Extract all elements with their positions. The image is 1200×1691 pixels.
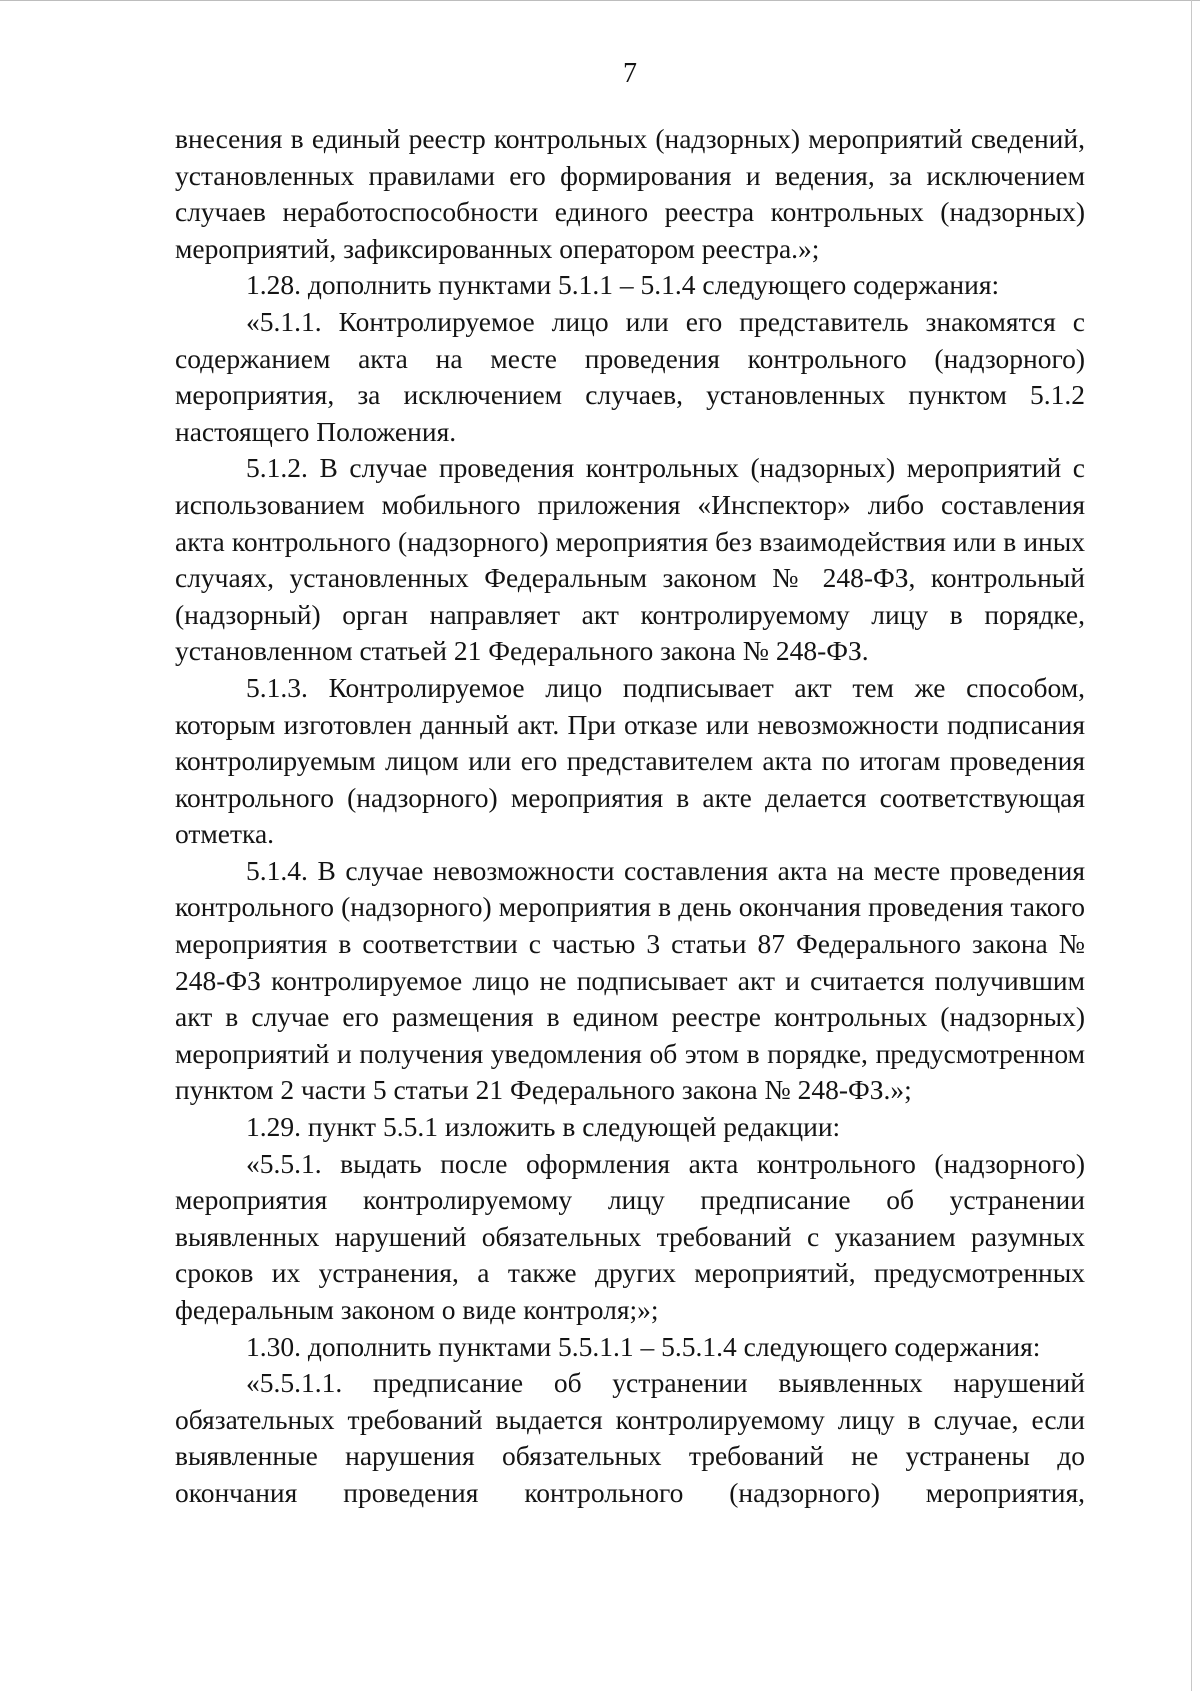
document-body — [175, 121, 1085, 1512]
page-number: 7 — [623, 58, 637, 89]
page-top-edge — [0, 0, 1200, 1]
paragraph: 5.1.4. В случае невозможности составления акта на месте проведения контрольного (надзорного) мероприятия в день окончания проведения такого мероприятия в соответствии с частью 3 статьи 87 Федерального закона № 248-ФЗ контролируемое лицо не подписывает акт и считается получившим акт в случае его размещения в едином реестре контрольных (надзорных) мероприятий и получения уведомления об этом в порядке, предусмотренном пунктом 2 части 5 статьи 21 Федерального закона № 248-ФЗ.»; — [175, 854, 1085, 1106]
page-right-edge — [1191, 0, 1192, 1691]
paragraph: внесения в единый реестр контрольных (надзорных) мероприятий сведений, установленных правилами его формирования и ведения, за исключением случаев неработоспособности единого реестра контрольных (надзорных) мероприятий, зафиксированных оператором реестра.»; — [175, 123, 1085, 264]
paragraph: «5.1.1. Контролируемое лицо или его представитель знакомятся с содержанием акта на месте проведения контрольного (надзорного) мероприятия, за исключением случаев, установленных пунктом 5.1.2 настоящего Положения. — [175, 305, 1085, 447]
paragraph: 1.29. пункт 5.5.1 изложить в следующей редакции: — [246, 1111, 841, 1143]
paragraph: 5.1.2. В случае проведения контрольных (надзорных) мероприятий с использованием мобильного приложения «Инспектор» либо составления акта контрольного (надзорного) мероприятия без взаимодействия или в иных случаях, установленных Федеральным законом № 248-ФЗ, контрольный (надзорный) орган направляет акт контролируемому лицу в порядке, установленном статьей 21 Федерального закона № 248-ФЗ. — [175, 452, 1085, 667]
paragraph: 5.1.3. Контролируемое лицо подписывает акт тем же способом, которым изготовлен данный акт. При отказе или невозможности подписания контролируемым лицом или его представителем акта по итогам проведения контрольного (надзорного) мероприятия в акте делается соответствующая отметка. — [175, 671, 1085, 850]
paragraph: 1.30. дополнить пунктами 5.5.1.1 – 5.5.1.4 следующего содержания: — [246, 1330, 1041, 1362]
paragraph: «5.5.1. выдать после оформления акта контрольного (надзорного) мероприятия контролируемому лицу предписание об устранении выявленных нарушений обязательных требований с указанием разумных сроков их устранения, а также других мероприятий, предусмотренных федеральным законом о виде контроля;»; — [175, 1147, 1085, 1325]
paragraph: 1.28. дополнить пунктами 5.1.1 – 5.1.4 следующего содержания: — [246, 269, 1000, 301]
paragraph: «5.5.1.1. предписание об устранении выявленных нарушений обязательных требований выдается контролируемому лицу в случае, если выявленные нарушения обязательных требований не устранены до окончания проведения контрольного (надзорного) мероприятия, — [175, 1367, 1085, 1508]
